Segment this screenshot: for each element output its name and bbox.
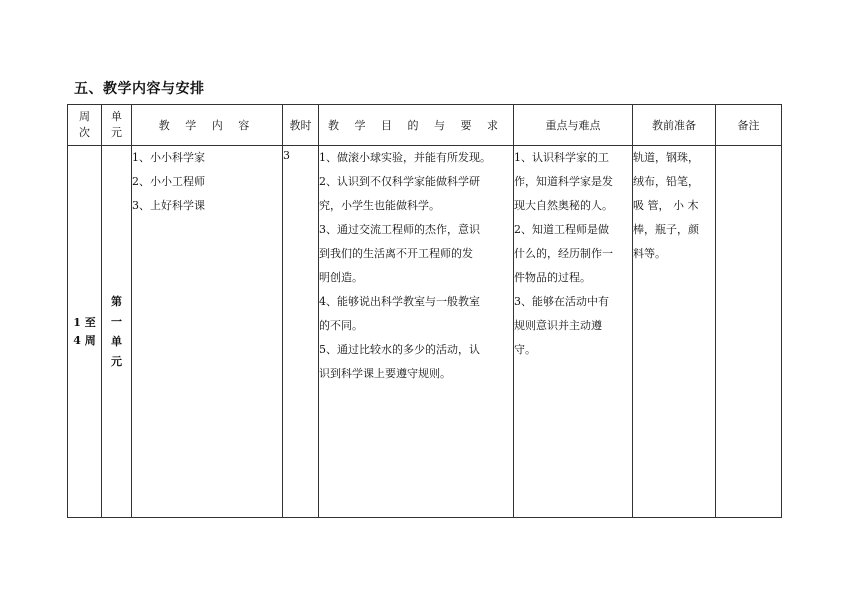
week-cell [68,146,102,518]
key-line: 件物品的过程。 [514,271,591,284]
goals-line: 4、能够说出科学教室与一般教室 [319,295,480,308]
key-line: 规则意识并主动遵 [514,319,602,332]
goals-line: 到我们的生活离不开工程师的发 [319,247,473,260]
key-line: 现大自然奥秘的人。 [514,199,613,212]
goals-line: 识到科学课上要遵守规则。 [319,367,451,380]
header-unit [102,105,132,146]
goals-line: 1、做滚小球实验，并能有所发现。 [319,151,491,164]
prep-line: 轨道，钢珠， [633,151,699,164]
key-line: 作，知道科学家是发 [514,175,613,188]
preparation-cell [633,146,716,518]
hours-cell: 3 [283,146,319,518]
key-line: 守。 [514,343,536,356]
header-key-points: 重点与难点 [514,105,633,146]
header-content: 教 学 内 容 [132,105,283,146]
header-week [68,105,102,146]
key-line: 3、能够在活动中有 [514,295,609,308]
unit-char: 元 [111,354,122,368]
goals-line: 5、通过比较水的多少的活动，认 [319,343,480,356]
goals-cell [319,146,514,518]
prep-line: 料等。 [633,247,666,260]
goals-line: 2、认识到不仅科学家能做科学研 [319,175,480,188]
content-item: 1、小小科学家 [132,151,205,164]
header-week-line1: 周 [79,110,90,123]
key-line: 1、认识科学家的工 [514,151,609,164]
header-notes: 备注 [716,105,782,146]
header-hours: 教时 [283,105,319,146]
goals-line: 3、通过交流工程师的杰作，意识 [319,223,480,236]
unit-cell [102,146,132,518]
notes-cell [716,146,782,518]
content-cell [132,146,283,518]
goals-line: 明创造。 [319,271,363,284]
prep-line: 绒布，铅笔， [633,175,699,188]
header-week-line2: 次 [79,126,90,139]
content-item: 2、小小工程师 [132,175,205,188]
unit-char: 一 [111,314,122,328]
week-line1: 1 至 [73,315,96,329]
section-title: 五、教学内容与安排 [74,81,205,97]
key-points-cell [514,146,633,518]
header-preparation: 教前准备 [633,105,716,146]
prep-line: 吸 管， 小 木 [633,199,699,212]
unit-char: 单 [111,334,122,348]
unit-char: 第 [111,294,122,308]
header-goals: 教 学 目 的 与 要 求 [319,105,514,146]
prep-line: 棒，瓶子，颜 [633,223,699,236]
table-row [68,146,782,518]
header-unit-line2: 元 [111,126,122,139]
goals-line: 的不同。 [319,319,363,332]
goals-line: 究，小学生也能做科学。 [319,199,440,212]
header-unit-line1: 单 [111,110,122,123]
table-header-row [68,105,782,146]
content-item: 3、上好科学课 [132,199,205,212]
week-line2: 4 周 [73,333,96,347]
key-line: 2、知道工程师是做 [514,223,609,236]
teaching-plan-table [67,104,782,518]
key-line: 什么的，经历制作一 [514,247,613,260]
